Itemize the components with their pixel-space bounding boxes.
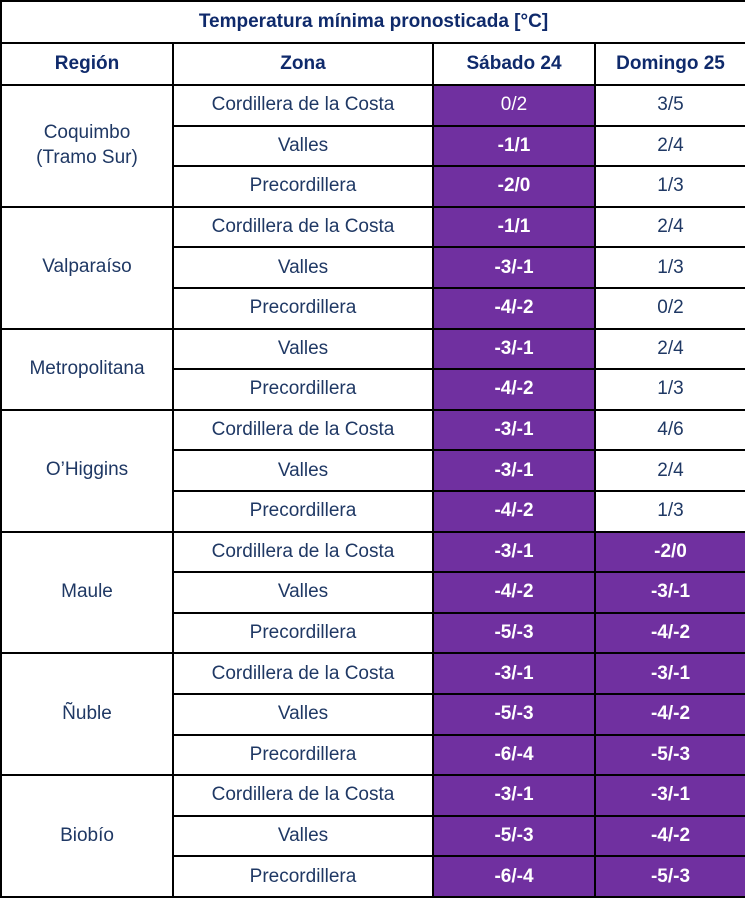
- zona-cell: Valles: [173, 450, 433, 491]
- header-region: Región: [1, 43, 173, 85]
- zona-cell: Precordillera: [173, 288, 433, 329]
- sabado-value: -4/-2: [433, 288, 595, 329]
- region-name: Coquimbo (Tramo Sur): [1, 85, 173, 207]
- zona-cell: Precordillera: [173, 491, 433, 532]
- domingo-value: -2/0: [595, 532, 745, 573]
- sabado-value: -3/-1: [433, 329, 595, 370]
- zona-cell: Valles: [173, 816, 433, 857]
- domingo-value: -5/-3: [595, 735, 745, 776]
- domingo-value: 2/4: [595, 207, 745, 248]
- zona-cell: Valles: [173, 247, 433, 288]
- sabado-value: -4/-2: [433, 572, 595, 613]
- sabado-value: -6/-4: [433, 856, 595, 897]
- zona-cell: Precordillera: [173, 166, 433, 207]
- sabado-value: -3/-1: [433, 775, 595, 816]
- domingo-value: -5/-3: [595, 856, 745, 897]
- region-name: Maule: [1, 532, 173, 654]
- region-name: O’Higgins: [1, 410, 173, 532]
- sabado-value: -3/-1: [433, 247, 595, 288]
- domingo-value: 1/3: [595, 166, 745, 207]
- table-row: [1, 207, 745, 248]
- domingo-value: -4/-2: [595, 613, 745, 654]
- region-name: Biobío: [1, 775, 173, 897]
- domingo-value: 2/4: [595, 450, 745, 491]
- zona-cell: Precordillera: [173, 856, 433, 897]
- zona-cell: Cordillera de la Costa: [173, 532, 433, 573]
- zona-cell: Valles: [173, 694, 433, 735]
- zona-cell: Cordillera de la Costa: [173, 207, 433, 248]
- header-domingo: Domingo 25: [595, 43, 745, 85]
- zona-cell: Cordillera de la Costa: [173, 775, 433, 816]
- domingo-value: 3/5: [595, 85, 745, 126]
- zona-cell: Valles: [173, 126, 433, 167]
- region-name: Ñuble: [1, 653, 173, 775]
- domingo-value: 0/2: [595, 288, 745, 329]
- sabado-value: -4/-2: [433, 369, 595, 410]
- domingo-value: -4/-2: [595, 694, 745, 735]
- domingo-value: 1/3: [595, 369, 745, 410]
- sabado-value: -3/-1: [433, 653, 595, 694]
- domingo-value: 2/4: [595, 329, 745, 370]
- table-row: [1, 85, 745, 126]
- zona-cell: Precordillera: [173, 369, 433, 410]
- domingo-value: -3/-1: [595, 572, 745, 613]
- sabado-value: -1/1: [433, 207, 595, 248]
- table-row: [1, 775, 745, 816]
- zona-cell: Cordillera de la Costa: [173, 85, 433, 126]
- domingo-value: 1/3: [595, 247, 745, 288]
- sabado-value: -5/-3: [433, 816, 595, 857]
- sabado-value: -3/-1: [433, 532, 595, 573]
- zona-cell: Precordillera: [173, 613, 433, 654]
- region-name: Valparaíso: [1, 207, 173, 329]
- domingo-value: 1/3: [595, 491, 745, 532]
- domingo-value: -4/-2: [595, 816, 745, 857]
- sabado-value: -3/-1: [433, 410, 595, 451]
- table-row: [1, 329, 745, 370]
- sabado-value: -6/-4: [433, 735, 595, 776]
- table-row: [1, 532, 745, 573]
- table-row: [1, 653, 745, 694]
- domingo-value: 4/6: [595, 410, 745, 451]
- sabado-value: -4/-2: [433, 491, 595, 532]
- sabado-value: -2/0: [433, 166, 595, 207]
- region-name: Metropolitana: [1, 329, 173, 410]
- sabado-value: 0/2: [433, 85, 595, 126]
- sabado-value: -5/-3: [433, 613, 595, 654]
- zona-cell: Cordillera de la Costa: [173, 653, 433, 694]
- table-title: Temperatura mínima pronosticada [°C]: [1, 1, 745, 43]
- zona-cell: Precordillera: [173, 735, 433, 776]
- zona-cell: Valles: [173, 329, 433, 370]
- header-sabado: Sábado 24: [433, 43, 595, 85]
- table-row: [1, 410, 745, 451]
- sabado-value: -1/1: [433, 126, 595, 167]
- domingo-value: -3/-1: [595, 653, 745, 694]
- zona-cell: Valles: [173, 572, 433, 613]
- table-body: [1, 85, 745, 897]
- header-zona: Zona: [173, 43, 433, 85]
- zona-cell: Cordillera de la Costa: [173, 410, 433, 451]
- domingo-value: 2/4: [595, 126, 745, 167]
- sabado-value: -3/-1: [433, 450, 595, 491]
- sabado-value: -5/-3: [433, 694, 595, 735]
- domingo-value: -3/-1: [595, 775, 745, 816]
